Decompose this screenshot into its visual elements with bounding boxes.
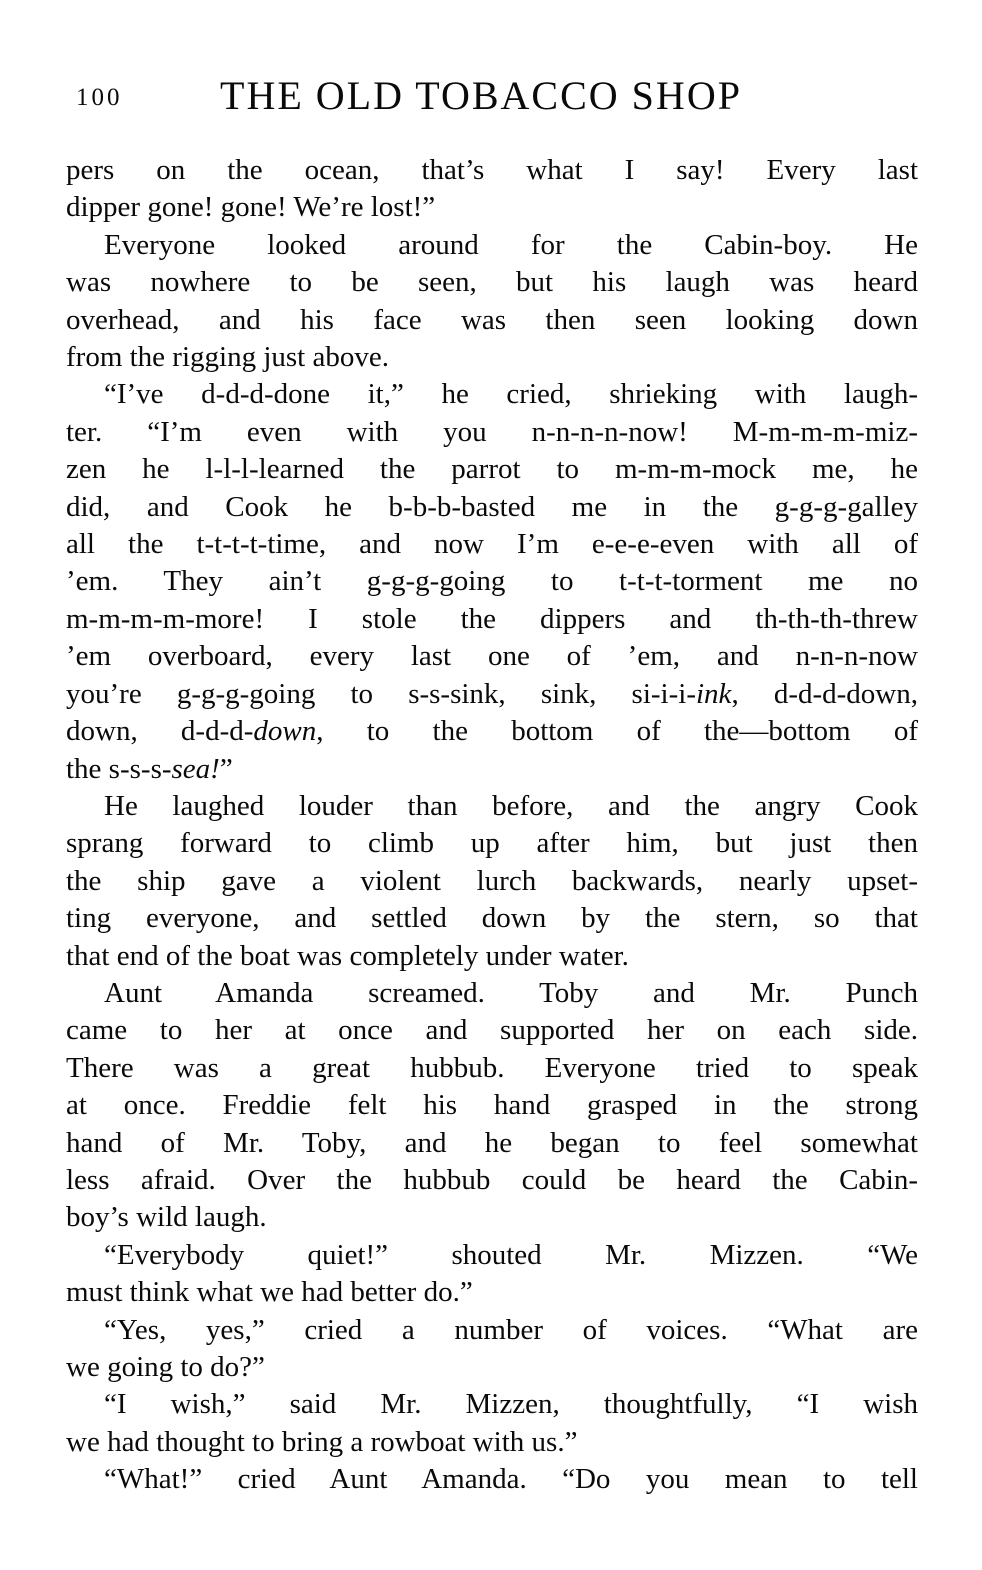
text-line: we had thought to bring a rowboat with us.” bbox=[66, 1425, 578, 1458]
text-line: dipper gone! gone! We’re lost!” bbox=[66, 191, 436, 224]
text-line: less afraid. Over the hubbub could be heard the Cabin- bbox=[66, 1163, 918, 1196]
text-line: came to her at once and supported her on each side. bbox=[66, 1014, 918, 1047]
text-line: must think what we had better do.” bbox=[66, 1276, 473, 1309]
text-line: “Everybody quiet!” shouted Mr. Mizzen. “We bbox=[104, 1238, 918, 1271]
text-line: “I wish,” said Mr. Mizzen, thoughtfully, “I wish bbox=[104, 1388, 918, 1421]
text-line: that end of the boat was completely under water. bbox=[66, 939, 629, 972]
text-line: the ship gave a violent lurch backwards, nearly upset- bbox=[66, 864, 918, 897]
text-line: from the rigging just above. bbox=[66, 341, 389, 374]
text-line: boy’s wild laugh. bbox=[66, 1201, 267, 1234]
text-line: sprang forward to climb up after him, but just then bbox=[66, 827, 918, 860]
text-line: pers on the ocean, that’s what I say! Every last bbox=[66, 154, 918, 186]
text-line: Aunt Amanda screamed. Toby and Mr. Punch bbox=[104, 976, 918, 1009]
text-line: ’em overboard, every last one of ’em, and n-n-n-now bbox=[66, 640, 918, 673]
text-line: was nowhere to be seen, but his laugh was heard bbox=[66, 266, 918, 299]
text-line: “What!” cried Aunt Amanda. “Do you mean to tell bbox=[104, 1463, 918, 1496]
paragraph bbox=[66, 227, 918, 377]
paragraph bbox=[66, 1461, 918, 1498]
page-number: 100 bbox=[76, 84, 123, 111]
paragraph bbox=[66, 1312, 918, 1387]
text-line: you’re g-g-g-going to s-s-sink, sink, si-i-i-ink, d-d-d-down, bbox=[66, 677, 918, 710]
text-line: hand of Mr. Toby, and he began to feel somewhat bbox=[66, 1126, 918, 1159]
text-line: ter. “I’m even with you n-n-n-n-now! M-m-m-m-miz- bbox=[66, 415, 918, 448]
text-line: Everyone looked around for the Cabin-boy. He bbox=[104, 228, 918, 261]
text-line: did, and Cook he b-b-b-basted me in the g-g-g-galley bbox=[66, 490, 918, 523]
text-line: at once. Freddie felt his hand grasped in the strong bbox=[66, 1089, 918, 1122]
paragraph bbox=[66, 1237, 918, 1312]
text-line: the s-s-s-sea!” bbox=[66, 752, 233, 785]
text-line: He laughed louder than before, and the angry Cook bbox=[104, 789, 918, 822]
text-line: overhead, and his face was then seen looking down bbox=[66, 303, 918, 336]
text-line: There was a great hubbub. Everyone tried to speak bbox=[66, 1051, 918, 1084]
page-title: THE OLD TOBACCO SHOP bbox=[220, 73, 742, 118]
page-header bbox=[66, 72, 918, 118]
paragraph bbox=[66, 788, 918, 975]
paragraph bbox=[66, 376, 918, 787]
paragraph bbox=[66, 1386, 918, 1461]
paragraph bbox=[66, 975, 918, 1237]
text-line: “Yes, yes,” cried a number of voices. “What are bbox=[104, 1313, 918, 1346]
text-line: down, d-d-d-down, to the bottom of the—bottom of bbox=[66, 715, 918, 748]
text-line: zen he l-l-l-learned the parrot to m-m-m-mock me, he bbox=[66, 453, 918, 486]
page-body bbox=[66, 152, 918, 1499]
text-line: “I’ve d-d-d-done it,” he cried, shrieking with laugh- bbox=[104, 378, 918, 411]
text-line: ’em. They ain’t g-g-g-going to t-t-t-torment me no bbox=[66, 565, 918, 598]
text-line: m-m-m-m-more! I stole the dippers and th-th-th-threw bbox=[66, 602, 918, 635]
text-line: ting everyone, and settled down by the stern, so that bbox=[66, 902, 918, 935]
text-line: all the t-t-t-t-time, and now I’m e-e-e-even with all of bbox=[66, 528, 918, 561]
text-line: we going to do?” bbox=[66, 1351, 265, 1383]
paragraph bbox=[66, 152, 918, 227]
